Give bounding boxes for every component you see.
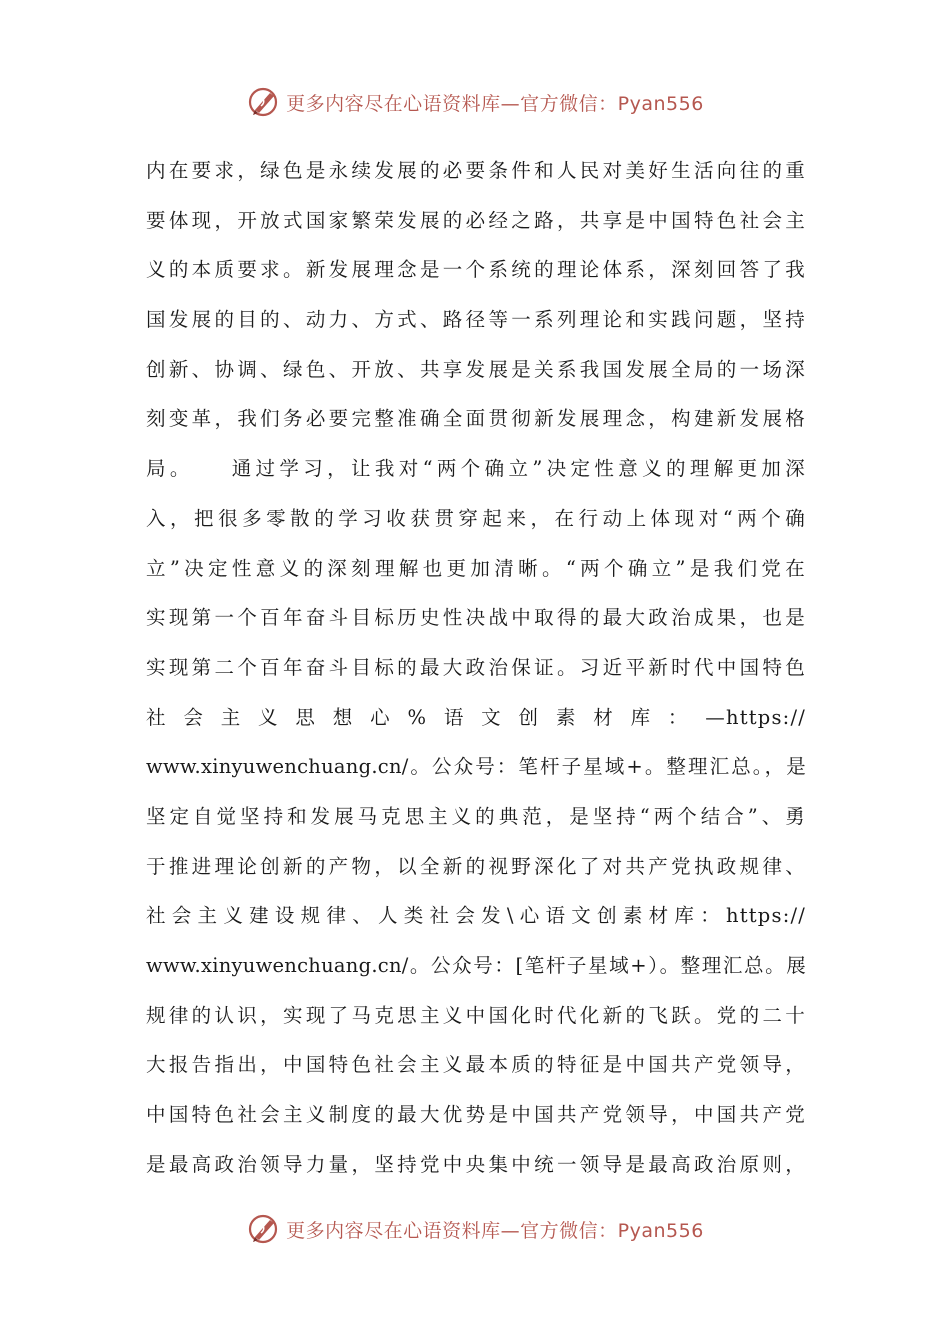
body-line: 立”决定性意义的深刻理解也更加清晰。“两个确立”是我们党在 [146,556,806,580]
pen-logo-icon [246,1211,282,1247]
body-line: 于推进理论创新的产物，以全新的视野深化了对共产党执政规律、 [146,854,806,878]
body-line: www.xinyuwenchuang.cn/。公众号：[笔杆子星域+）。整理汇总。展 [146,954,806,977]
footer-watermark-text: 更多内容尽在心语资料库—官方微信：Pyan556 [286,1219,704,1242]
pen-logo-icon [246,84,282,120]
body-line: 刻变革，我们务必要完整准确全面贯彻新发展理念，构建新发展格 [146,407,806,431]
body-line: 义的本质要求。新发展理念是一个系统的理论体系，深刻回答了我 [146,258,806,282]
document-body [146,146,806,1189]
body-line: 规律的认识，实现了马克思主义中国化时代化新的飞跃。党的二十 [146,1003,806,1027]
header-watermark-text: 更多内容尽在心语资料库—官方微信：Pyan556 [286,92,704,115]
body-line: 入，把很多零散的学习收获贯穿起来，在行动上体现对“两个确 [146,506,806,530]
body-line: 中国特色社会主义制度的最大优势是中国共产党领导，中国共产党 [146,1103,806,1127]
footer-watermark [0,1207,950,1251]
body-line: 要体现，开放式国家繁荣发展的必经之路，共享是中国特色社会主 [146,208,806,232]
body-line: 坚定自觉坚持和发展马克思主义的典范，是坚持“两个结合”、勇 [146,804,806,828]
body-line: 实现第二个百年奋斗目标的最大政治保证。习近平新时代中国特色 [146,655,806,679]
body-line: www.xinyuwenchuang.cn/。公众号：笔杆子星域+。整理汇总。，是 [146,755,806,779]
body-line: 是最高政治领导力量，坚持党中央集中统一领导是最高政治原则， [146,1152,806,1176]
body-line: 大报告指出，中国特色社会主义最本质的特征是中国共产党领导， [146,1053,806,1077]
body-line: 国发展的目的、动力、方式、路径等一系列理论和实践问题，坚持 [146,308,806,332]
body-line: 社会主义建设规律、人类社会发\心语文创素材库：https:// [146,904,806,928]
body-line: 局。 通过学习，让我对“两个确立”决定性意义的理解更加深 [146,457,806,481]
body-line: 内在要求，绿色是永续发展的必要条件和人民对美好生活向往的重 [146,159,806,182]
body-line: 创新、协调、绿色、开放、共享发展是关系我国发展全局的一场深 [146,357,806,381]
header-watermark [0,80,950,124]
body-line: 社会主义思想心%语文创素材库：—https:// [146,705,806,729]
body-line: 实现第一个百年奋斗目标历史性决战中取得的最大政治成果，也是 [146,606,806,630]
